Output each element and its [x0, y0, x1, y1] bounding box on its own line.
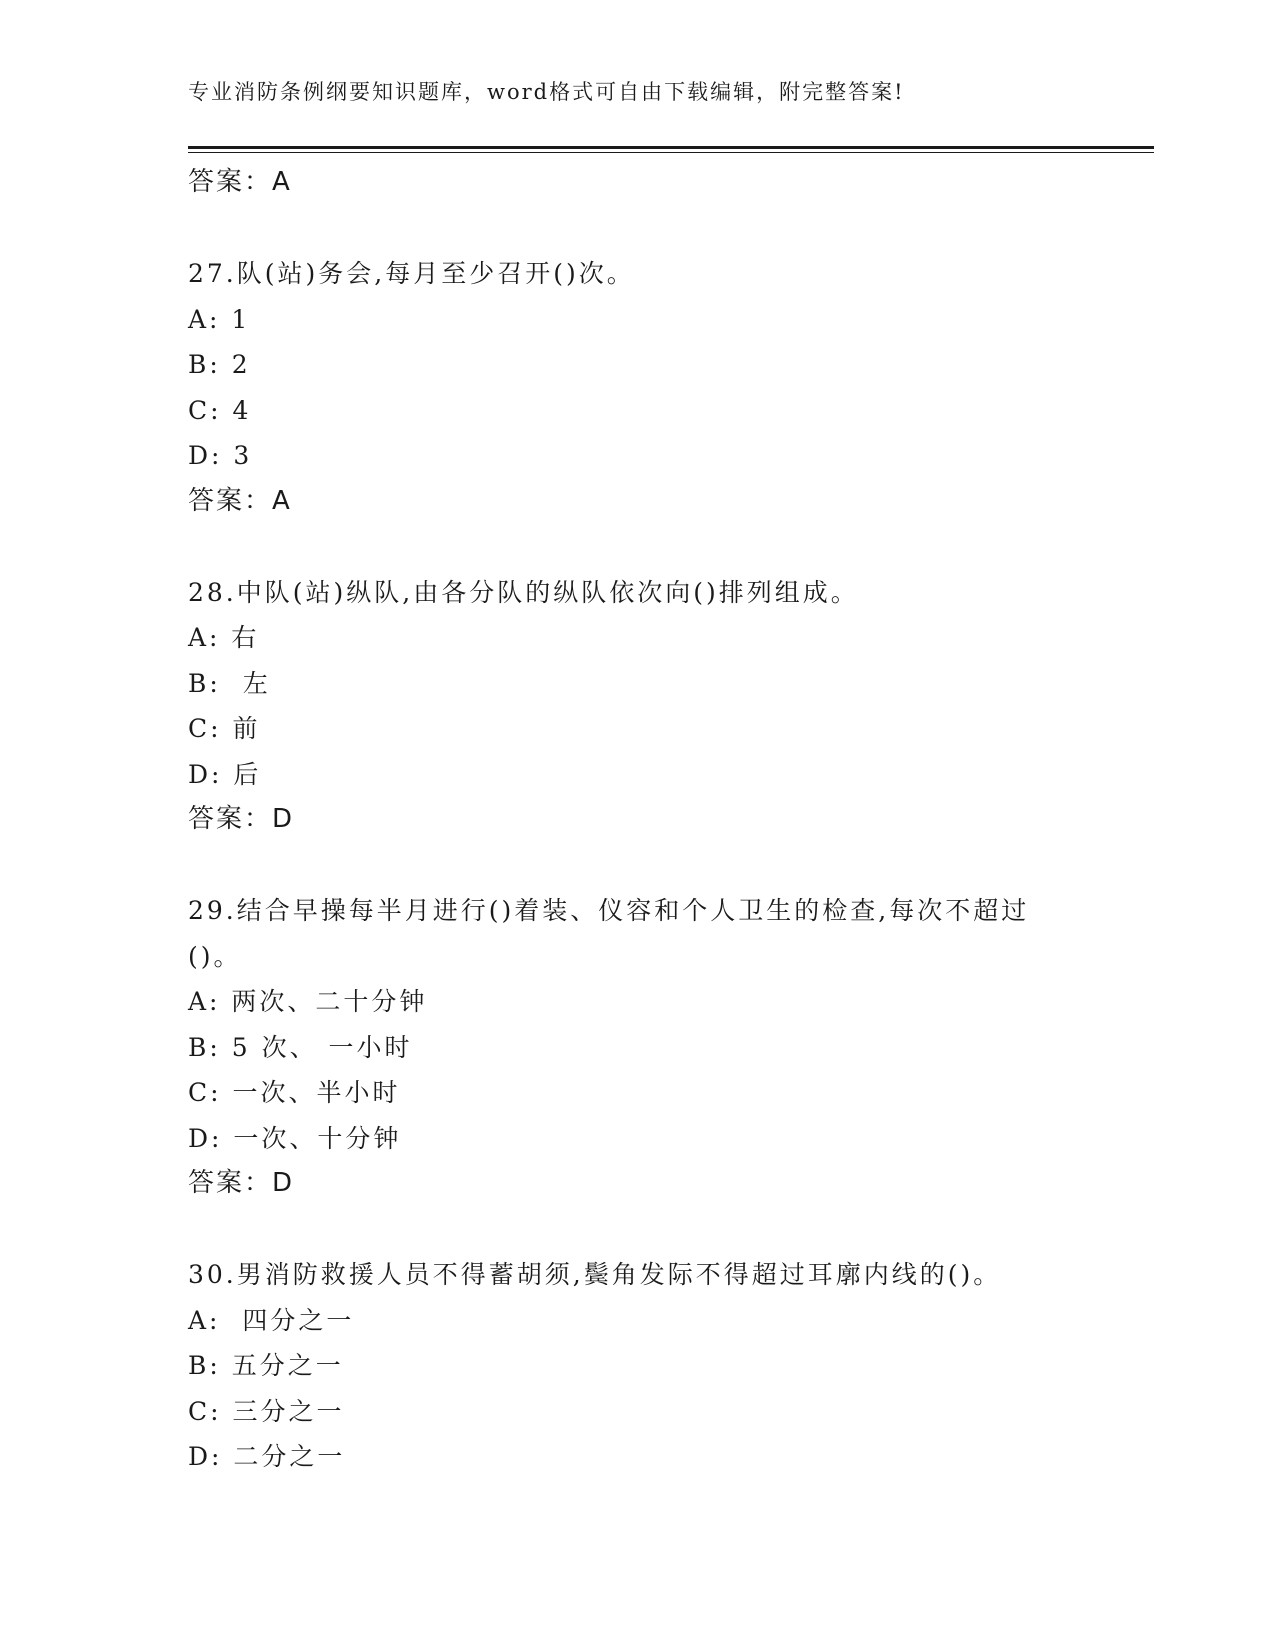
option-key: C: — [188, 714, 222, 743]
option-a — [188, 615, 1068, 661]
option-c — [188, 388, 1068, 434]
option-key: B: — [188, 1032, 221, 1062]
option-text: 五分之一 — [220, 1351, 344, 1380]
header-rule-thick — [188, 146, 1154, 149]
question-stem: 30.男消防救援人员不得蓄胡须,鬓角发际不得超过耳廓内线的()。 — [188, 1260, 1002, 1289]
question-stem-line-1: 29.结合早操每半月进行()着装、仪容和个人卫生的检查,每次不超过 — [188, 896, 1030, 925]
option-b — [188, 342, 1068, 388]
option-d — [188, 1116, 1068, 1162]
question-30 — [188, 1252, 1068, 1480]
option-key: A: — [188, 623, 221, 652]
option-text: 5 次、 一小时 — [220, 1032, 413, 1062]
question-stem: 27.队(站)务会,每月至少召开()次。 — [188, 259, 635, 288]
option-a — [188, 979, 1068, 1025]
option-b — [188, 1025, 1068, 1071]
option-text: 右 — [220, 623, 260, 652]
spacer — [188, 843, 1068, 889]
question-29 — [188, 888, 1068, 1207]
option-c — [188, 706, 1068, 752]
option-key: A: — [188, 1305, 221, 1335]
option-text: 后 — [222, 759, 262, 789]
option-d — [188, 1434, 1068, 1480]
option-text: 3 — [222, 441, 253, 470]
option-text: 两次、二十分钟 — [220, 987, 428, 1016]
header-rule-thin — [188, 152, 1154, 153]
question-answer: 答案：D — [188, 1168, 295, 1198]
option-b — [188, 1343, 1068, 1389]
option-text: 二分之一 — [222, 1442, 346, 1471]
option-key: A: — [188, 304, 221, 334]
option-key: D: — [188, 1442, 223, 1471]
option-key: B: — [188, 350, 221, 379]
option-text: 1 — [220, 304, 251, 334]
option-key: C: — [188, 395, 222, 425]
option-text: 三分之一 — [221, 1396, 345, 1426]
option-c — [188, 1070, 1068, 1116]
spacer — [188, 524, 1068, 570]
option-d — [188, 752, 1068, 798]
question-27 — [188, 251, 1068, 524]
option-text: 2 — [220, 350, 251, 379]
option-c — [188, 1389, 1068, 1435]
question-stem: 28.中队(站)纵队,由各分队的纵队依次向()排列组成。 — [188, 577, 859, 607]
question-28 — [188, 570, 1068, 843]
option-text: 4 — [221, 395, 252, 425]
option-a — [188, 1298, 1068, 1344]
option-key: D: — [188, 1123, 223, 1153]
option-key: A: — [188, 987, 221, 1016]
option-key: D: — [188, 759, 223, 789]
question-stem-line-2: ()。 — [188, 941, 242, 971]
option-text: 左 — [220, 668, 271, 698]
option-b — [188, 661, 1068, 707]
page-header: 专业消防条例纲要知识题库，word格式可自由下载编辑，附完整答案! — [188, 80, 905, 104]
option-key: B: — [188, 1351, 221, 1380]
spacer — [188, 1207, 1068, 1253]
option-a — [188, 297, 1068, 343]
option-key: B: — [188, 668, 221, 698]
option-key: C: — [188, 1396, 222, 1426]
option-key: C: — [188, 1078, 222, 1107]
option-text: 前 — [221, 714, 261, 743]
question-answer: 答案：D — [188, 804, 295, 834]
option-text: 一次、十分钟 — [222, 1123, 402, 1153]
option-d — [188, 433, 1068, 479]
option-text: 四分之一 — [220, 1305, 355, 1335]
spacer — [188, 206, 1068, 252]
option-key: D: — [188, 441, 223, 470]
question-list — [188, 160, 1068, 1480]
previous-answer: 答案：A — [188, 167, 292, 197]
question-answer: 答案：A — [188, 485, 292, 516]
option-text: 一次、半小时 — [221, 1078, 401, 1107]
